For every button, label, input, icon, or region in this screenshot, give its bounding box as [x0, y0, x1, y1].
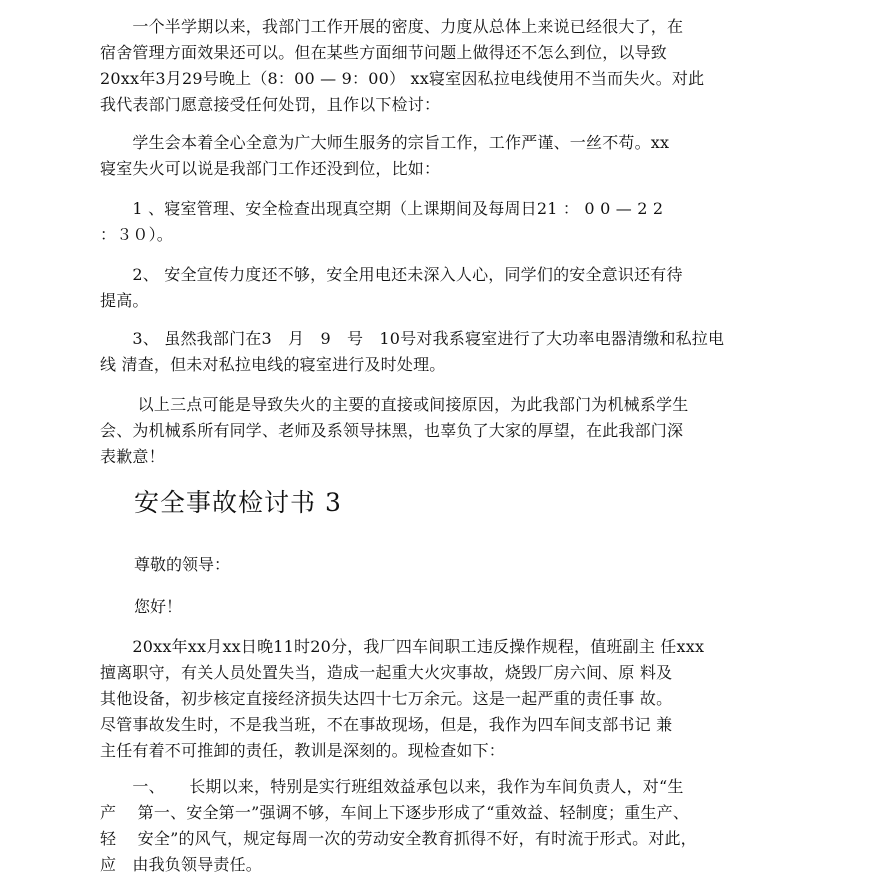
text-line: 学生会本着全心全意为广大师生服务的宗旨工作，工作严谨、一丝不苟。xx [100, 133, 670, 152]
text-line: 应 由我负领导责任。 [100, 855, 263, 874]
text-line: 会、为机械系所有同学、老师及系领导抹黑，也辜负了大家的厚望，在此我部门深 [100, 421, 684, 440]
text-line: 宿舍管理方面效果还可以。但在某些方面细节问题上做得还不怎么到位，以导致 [100, 43, 668, 62]
text-line: 轻 安全”的风气，规定每周一次的劳动安全教育抓得不好，有时流于形式。对此， [100, 829, 697, 848]
text-line: 提高。 [100, 291, 149, 310]
text-line: 擅离职守，有关人员处置失当，造成一起重大火灾事故，烧毁厂房六间、原 料及 [100, 663, 673, 682]
text-line: 一、 长期以来，特别是实行班组效益承包以来，我作为车间负责人，对“生 [100, 777, 684, 796]
paragraph-incident [100, 634, 790, 764]
section-heading: 安全事故检讨书 3 [134, 488, 342, 517]
paragraph-point-1 [100, 774, 790, 878]
paragraph-item-2 [100, 262, 790, 314]
text-line: 产 第一、安全第一”强调不够，车间上下逐步形成了“重效益、轻制度；重生产、 [100, 803, 690, 822]
paragraph-item-3 [100, 326, 790, 378]
salutation: 尊敬的领导： [134, 555, 231, 574]
paragraph-item-1 [100, 196, 790, 248]
text-line: 寝室失火可以说是我部门工作还没到位，比如： [100, 159, 441, 178]
paragraph-intro [100, 14, 790, 118]
greeting: 您好！ [134, 597, 183, 616]
text-line: 尽管事故发生时，不是我当班，不在事故现场，但是，我作为四车间支部书记 兼 [100, 715, 673, 734]
text-line: 其他设备，初步核定直接经济损失达四十七万余元。这是一起严重的责任事 故。 [100, 689, 673, 708]
text-line: 以上三点可能是导致失火的主要的直接或间接原因，为此我部门为机械系学生 [100, 395, 689, 414]
text-line: 1 、寝室管理、安全检查出现真空期（上课期间及每周日21 ： 0 0 — 2 2 [100, 199, 664, 218]
text-line: 20xx年xx月xx日晚11时20分，我厂四车间职工违反操作规程，值班副主 任xxx [100, 637, 705, 656]
text-line: 2、 安全宣传力度还不够，安全用电还未深入人心，同学们的安全意识还有待 [100, 265, 683, 284]
text-line: 主任有着不可推卸的责任，教训是深刻的。现检查如下： [100, 741, 506, 760]
text-line: 20xx年3月29号晚上（8：00 — 9：00） xx寝室因私拉电线使用不当而失火。对此 [100, 69, 705, 88]
text-line: 表歉意！ [100, 447, 165, 466]
text-line: 我代表部门愿意接受任何处罚，且作以下检讨： [100, 95, 441, 114]
text-line: ：３０）。 [100, 225, 174, 244]
text-line: 线 清查，但未对私拉电线的寝室进行及时处理。 [100, 355, 446, 374]
text-line: 3、 虽然我部门在3 月 9 号 10号对我系寝室进行了大功率电器清缴和私拉电 [100, 329, 725, 348]
text-line: 一个半学期以来，我部门工作开展的密度、力度从总体上来说已经很大了，在 [100, 17, 684, 36]
paragraph-student-union [100, 130, 790, 182]
paragraph-apology [100, 392, 790, 470]
